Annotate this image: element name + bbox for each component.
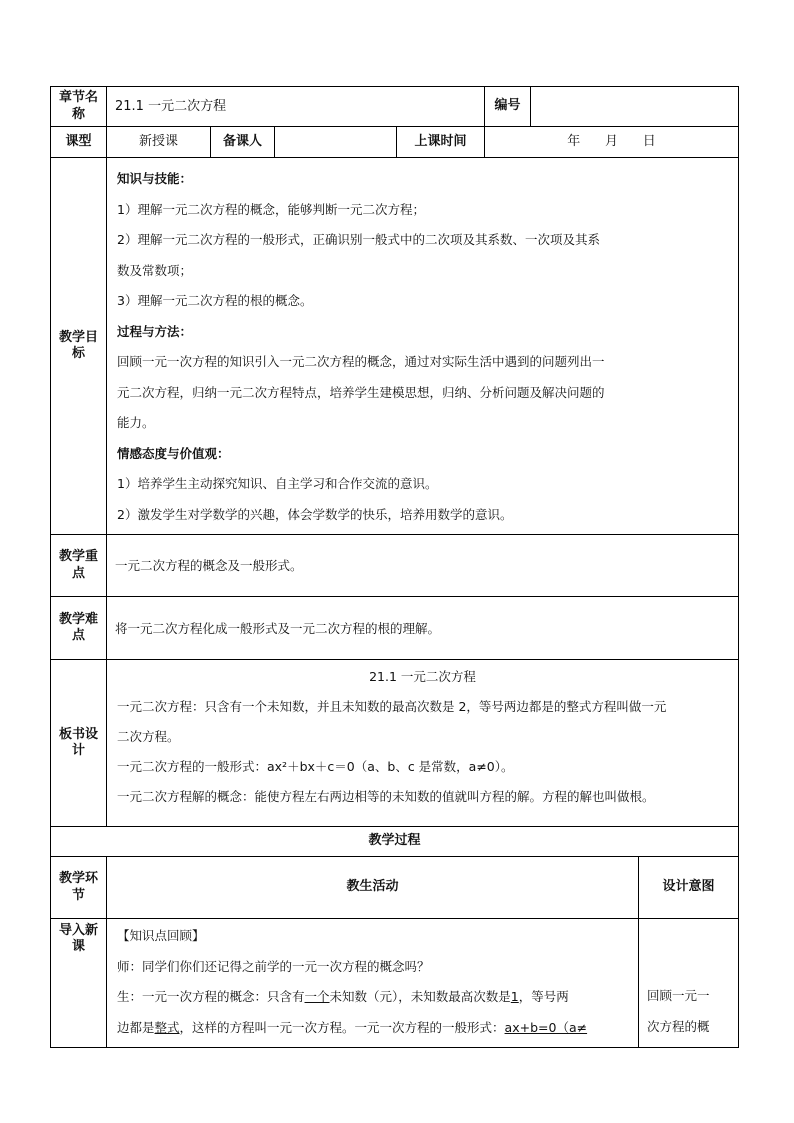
- process-title-row: [51, 827, 739, 857]
- number-label: 编号: [485, 87, 531, 127]
- student-answer-text: ，等号两: [518, 989, 569, 1004]
- intro-intent: [639, 919, 739, 1048]
- student-answer-text: 生：一元一次方程的概念：只含有: [117, 989, 305, 1004]
- knowledge-item-2b: 数及常数项；: [117, 262, 193, 278]
- key-point-text: 一元二次方程的概念及一般形式。: [107, 535, 739, 597]
- intent-line-b: 次方程的概: [647, 1018, 710, 1034]
- objectives-row: [51, 158, 739, 535]
- knowledge-item-1: 1）理解一元二次方程的概念，能够判断一元二次方程；: [117, 201, 425, 217]
- process-text-b: 元二次方程，归纳一元二次方程特点，培养学生建模思想，归纳、分析问题及解决问题的: [117, 384, 605, 400]
- process-header-row: [51, 857, 739, 919]
- knowledge-item-3: 3）理解一元二次方程的根的概念。: [117, 293, 313, 308]
- student-answer-text: ，这样的方程叫一元一次方程。一元一次方程的一般形式：: [179, 1019, 505, 1035]
- chapter-row: [51, 87, 739, 127]
- intro-activity: [107, 919, 639, 1048]
- difficulty-label: 教学难点: [51, 597, 107, 660]
- board-definition-b: 二次方程。: [117, 729, 180, 744]
- time-value: 年 月 日: [485, 127, 739, 158]
- stage-column-header: 教学环节: [51, 857, 107, 919]
- objectives-label: 教学目标: [51, 158, 107, 535]
- process-text-a: 回顾一元一次方程的知识引入一元二次方程的概念，通过对实际生活中遇到的问题列出一: [117, 354, 605, 369]
- student-answer-line-1: [117, 982, 628, 1013]
- student-answer-text: 未知数（元），未知数最高次数是: [329, 989, 511, 1004]
- board-title: 21.1 一元二次方程: [369, 669, 476, 684]
- time-label: 上课时间: [397, 127, 485, 158]
- chapter-value: 21.1 一元二次方程: [107, 87, 485, 127]
- intro-stage-row: [51, 919, 739, 1048]
- intent-column-header: 设计意图: [639, 857, 739, 919]
- key-point-row: [51, 535, 739, 597]
- underlined-degree: 1: [510, 989, 519, 1004]
- student-answer-line-2: [117, 1013, 628, 1044]
- attitude-item-1: 1）培养学生主动探究知识、自主学习和合作交流的意识。: [117, 476, 438, 491]
- attitude-item-2: 2）激发学生对学数学的兴趣，体会学数学的快乐，培养用数学的意识。: [117, 506, 513, 522]
- preparer-label: 备课人: [211, 127, 275, 158]
- objectives-content: [107, 158, 739, 535]
- intro-stage-label: 导入新课: [51, 919, 107, 1048]
- underlined-general-form: ax+b=0（a≠: [504, 1019, 588, 1035]
- preparer-value: [275, 127, 397, 158]
- knowledge-item-2a: 2）理解一元二次方程的一般形式，正确识别一般式中的二次项及其系数、一次项及其系: [117, 232, 600, 247]
- lesson-plan-table: [50, 86, 739, 1048]
- key-point-label: 教学重点: [51, 535, 107, 597]
- student-answer-text: 边都是: [117, 1019, 155, 1035]
- number-value: [531, 87, 739, 127]
- lesson-type-label: 课型: [51, 127, 107, 158]
- teacher-question: 师：同学们你们还记得之前学的一元一次方程的概念吗？: [117, 958, 430, 974]
- activity-column-header: 教生活动: [107, 857, 639, 919]
- attitude-title: 情感态度与价值观：: [117, 445, 230, 461]
- difficulty-row: [51, 597, 739, 660]
- board-row: [51, 660, 739, 827]
- difficulty-text: 将一元二次方程化成一般形式及一元二次方程的根的理解。: [107, 597, 739, 660]
- intent-line-a: 回顾一元一: [647, 988, 710, 1003]
- board-general-form: 一元二次方程的一般形式：ax²＋bx＋c＝0（a、b、c 是常数，a≠0）。: [117, 759, 514, 774]
- process-text-c: 能力。: [117, 415, 155, 430]
- lesson-type-value: 新授课: [107, 127, 211, 158]
- board-label: 板书设计: [51, 660, 107, 827]
- board-content: [107, 660, 739, 827]
- underlined-one: 一个: [304, 989, 330, 1004]
- process-section-title: 教学过程: [51, 827, 739, 857]
- board-solution: 一元二次方程解的概念：能使方程左右两边相等的未知数的值就叫方程的解。方程的解也叫做根。: [117, 789, 655, 804]
- lesson-type-row: [51, 127, 739, 158]
- lesson-plan-page: [50, 86, 738, 1048]
- knowledge-title: 知识与技能：: [117, 171, 193, 186]
- process-title: 过程与方法：: [117, 323, 193, 339]
- board-definition-a: 一元二次方程：只含有一个未知数，并且未知数的最高次数是 2，等号两边都是的整式方程叫做一元: [117, 699, 667, 714]
- underlined-integral: 整式: [154, 1019, 180, 1035]
- review-title: 【知识点回顾】: [117, 928, 205, 943]
- chapter-label: 章节名称: [51, 87, 107, 127]
